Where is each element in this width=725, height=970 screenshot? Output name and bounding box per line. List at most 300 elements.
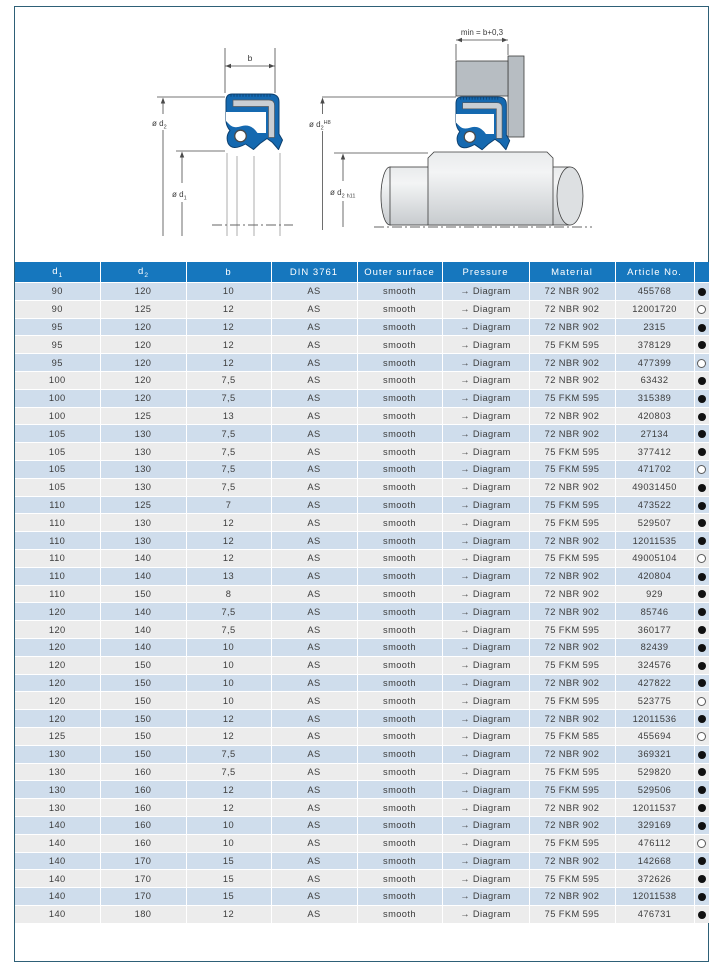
cell-din: AS [271, 763, 357, 781]
cell-availability [694, 496, 709, 514]
cell-pressure-diagram-link[interactable]: → Diagram [442, 656, 529, 674]
cell-material: 75 FKM 595 [529, 621, 615, 639]
cell-din: AS [271, 354, 357, 372]
cell-pressure-diagram-link[interactable]: → Diagram [442, 781, 529, 799]
cell-pressure-diagram-link[interactable]: → Diagram [442, 870, 529, 888]
table-row [15, 585, 709, 603]
cell-d1: 90 [15, 300, 100, 318]
cell-b: 7 [186, 496, 271, 514]
col-header-d1: $d_1$ [15, 262, 100, 283]
col-header-availability [694, 262, 709, 283]
dim-bore-label: ø $d_2^{H8}$ [309, 120, 331, 132]
cell-d1: 110 [15, 496, 100, 514]
cell-b: 10 [186, 816, 271, 834]
cell-material: 75 FKM 595 [529, 656, 615, 674]
cell-material: 75 FKM 595 [529, 549, 615, 567]
table-row [15, 710, 709, 728]
cell-outer-surface: smooth [357, 354, 442, 372]
cell-din: AS [271, 888, 357, 906]
cell-din: AS [271, 585, 357, 603]
cell-d1: 120 [15, 692, 100, 710]
cell-outer-surface: smooth [357, 283, 442, 301]
cell-availability [694, 834, 709, 852]
cell-material: 72 NBR 902 [529, 585, 615, 603]
cell-availability [694, 336, 709, 354]
cell-outer-surface: smooth [357, 460, 442, 478]
availability-dot [698, 573, 706, 581]
cell-article-no: 369321 [615, 745, 694, 763]
cell-d2: 130 [100, 478, 186, 496]
cell-d1: 105 [15, 425, 100, 443]
cell-article-no: 360177 [615, 621, 694, 639]
cell-material: 75 FKM 585 [529, 727, 615, 745]
cell-article-no: 85746 [615, 603, 694, 621]
cell-availability [694, 870, 709, 888]
cell-d2: 120 [100, 336, 186, 354]
cell-din: AS [271, 692, 357, 710]
cell-d1: 95 [15, 354, 100, 372]
availability-dot [697, 697, 706, 706]
cell-pressure-diagram-link[interactable]: → Diagram [442, 478, 529, 496]
cell-outer-surface: smooth [357, 425, 442, 443]
cell-availability [694, 532, 709, 550]
cell-material: 72 NBR 902 [529, 674, 615, 692]
seal-cross-section-diagram [152, 48, 293, 236]
cell-d2: 120 [100, 389, 186, 407]
cell-din: AS [271, 710, 357, 728]
col-header-article-no: Article No. [615, 262, 694, 283]
cell-article-no: 529820 [615, 763, 694, 781]
availability-dot [698, 430, 706, 438]
cell-availability [694, 888, 709, 906]
cell-article-no: 2315 [615, 318, 694, 336]
availability-dot [698, 822, 706, 830]
table-row [15, 674, 709, 692]
availability-dot [698, 679, 706, 687]
cell-availability [694, 781, 709, 799]
cell-din: AS [271, 567, 357, 585]
cell-b: 12 [186, 514, 271, 532]
table-header-row [15, 262, 709, 283]
cell-d2: 120 [100, 318, 186, 336]
cell-b: 7,5 [186, 371, 271, 389]
availability-dot [697, 465, 706, 474]
seal-dimension-table [15, 262, 709, 923]
cell-pressure-diagram-link[interactable]: → Diagram [442, 852, 529, 870]
cell-pressure-diagram-link[interactable]: → Diagram [442, 318, 529, 336]
cell-outer-surface: smooth [357, 478, 442, 496]
cell-d2: 150 [100, 692, 186, 710]
cell-d1: 120 [15, 621, 100, 639]
cell-outer-surface: smooth [357, 585, 442, 603]
cell-d1: 120 [15, 603, 100, 621]
cell-pressure-diagram-link[interactable]: → Diagram [442, 710, 529, 728]
availability-dot [697, 732, 706, 741]
cell-availability [694, 443, 709, 461]
availability-dot [698, 537, 706, 545]
cell-material: 75 FKM 595 [529, 460, 615, 478]
cell-d1: 110 [15, 549, 100, 567]
cell-availability [694, 638, 709, 656]
cell-pressure-diagram-link[interactable]: → Diagram [442, 443, 529, 461]
availability-dot [698, 662, 706, 670]
cell-din: AS [271, 781, 357, 799]
cell-d2: 130 [100, 532, 186, 550]
cell-availability [694, 852, 709, 870]
cell-din: AS [271, 603, 357, 621]
availability-dot [698, 519, 706, 527]
dim-d2-label: ø $d_2$ [152, 119, 167, 131]
availability-dot [698, 626, 706, 634]
cell-pressure-diagram-link[interactable]: → Diagram [442, 532, 529, 550]
cell-b: 7,5 [186, 478, 271, 496]
table-row [15, 549, 709, 567]
cell-pressure-diagram-link[interactable]: → Diagram [442, 460, 529, 478]
cell-d1: 140 [15, 834, 100, 852]
cell-material: 72 NBR 902 [529, 567, 615, 585]
cell-din: AS [271, 674, 357, 692]
cell-pressure-diagram-link[interactable]: → Diagram [442, 389, 529, 407]
cell-pressure-diagram-link[interactable]: → Diagram [442, 549, 529, 567]
cell-material: 72 NBR 902 [529, 799, 615, 817]
cell-availability [694, 478, 709, 496]
availability-dot [698, 448, 706, 456]
cell-din: AS [271, 638, 357, 656]
cell-din: AS [271, 532, 357, 550]
cell-b: 12 [186, 300, 271, 318]
shaft-seal-seat [428, 152, 553, 225]
dim-shaft-label: ø $d_2$ h11 [330, 188, 356, 200]
cell-pressure-diagram-link[interactable]: → Diagram [442, 888, 529, 906]
cell-din: AS [271, 300, 357, 318]
cell-d2: 130 [100, 425, 186, 443]
table-row [15, 514, 709, 532]
cell-d2: 120 [100, 283, 186, 301]
table-row [15, 656, 709, 674]
cell-pressure-diagram-link[interactable]: → Diagram [442, 905, 529, 922]
cell-outer-surface: smooth [357, 371, 442, 389]
cell-article-no: 473522 [615, 496, 694, 514]
table-row [15, 745, 709, 763]
table-row [15, 763, 709, 781]
cell-article-no: 529507 [615, 514, 694, 532]
cell-b: 13 [186, 407, 271, 425]
availability-dot [698, 804, 706, 812]
cell-din: AS [271, 407, 357, 425]
cell-b: 12 [186, 354, 271, 372]
cell-availability [694, 727, 709, 745]
cell-article-no: 142668 [615, 852, 694, 870]
cell-d1: 100 [15, 389, 100, 407]
cell-d2: 160 [100, 763, 186, 781]
cell-availability [694, 905, 709, 922]
dim-d1-label: ø $d_1$ [172, 190, 187, 202]
cell-d2: 150 [100, 710, 186, 728]
cell-pressure-diagram-link[interactable]: → Diagram [442, 336, 529, 354]
cell-material: 72 NBR 902 [529, 888, 615, 906]
cell-outer-surface: smooth [357, 638, 442, 656]
cell-d2: 160 [100, 816, 186, 834]
table-row [15, 336, 709, 354]
cell-d2: 170 [100, 888, 186, 906]
availability-dot [698, 875, 706, 883]
col-header-din: DIN 3761 [271, 262, 357, 283]
table-row [15, 888, 709, 906]
cell-pressure-diagram-link[interactable]: → Diagram [442, 834, 529, 852]
cell-d2: 140 [100, 549, 186, 567]
cell-pressure-diagram-link[interactable]: → Diagram [442, 674, 529, 692]
cell-pressure-diagram-link[interactable]: → Diagram [442, 567, 529, 585]
cell-din: AS [271, 514, 357, 532]
cell-d1: 95 [15, 318, 100, 336]
table-row [15, 603, 709, 621]
cell-article-no: 315389 [615, 389, 694, 407]
availability-dot [697, 359, 706, 368]
cell-d1: 100 [15, 371, 100, 389]
cell-d2: 150 [100, 585, 186, 603]
cell-din: AS [271, 852, 357, 870]
cell-din: AS [271, 870, 357, 888]
cell-article-no: 63432 [615, 371, 694, 389]
cell-d2: 170 [100, 852, 186, 870]
cell-availability [694, 585, 709, 603]
cell-b: 10 [186, 692, 271, 710]
cell-material: 72 NBR 902 [529, 478, 615, 496]
cell-d1: 110 [15, 514, 100, 532]
installation-diagram [309, 28, 592, 230]
cell-outer-surface: smooth [357, 407, 442, 425]
cell-material: 75 FKM 595 [529, 443, 615, 461]
table-row [15, 834, 709, 852]
availability-dot [698, 288, 706, 296]
availability-dot [698, 413, 706, 421]
cell-article-no: 929 [615, 585, 694, 603]
cell-din: AS [271, 549, 357, 567]
cell-material: 72 NBR 902 [529, 603, 615, 621]
cell-d1: 90 [15, 283, 100, 301]
cell-b: 10 [186, 674, 271, 692]
cell-pressure-diagram-link[interactable]: → Diagram [442, 496, 529, 514]
table-row [15, 283, 709, 301]
cell-din: AS [271, 745, 357, 763]
cell-article-no: 324576 [615, 656, 694, 674]
cell-availability [694, 567, 709, 585]
cell-availability [694, 710, 709, 728]
cell-d2: 125 [100, 300, 186, 318]
cell-d2: 120 [100, 371, 186, 389]
cell-d1: 120 [15, 656, 100, 674]
cell-outer-surface: smooth [357, 336, 442, 354]
table-row [15, 638, 709, 656]
cell-din: AS [271, 425, 357, 443]
cell-d1: 125 [15, 727, 100, 745]
cell-din: AS [271, 318, 357, 336]
cell-availability [694, 621, 709, 639]
cell-b: 12 [186, 727, 271, 745]
cell-article-no: 372626 [615, 870, 694, 888]
cell-d1: 130 [15, 745, 100, 763]
cell-material: 72 NBR 902 [529, 354, 615, 372]
cell-availability [694, 371, 709, 389]
cell-b: 7,5 [186, 389, 271, 407]
cell-availability [694, 283, 709, 301]
cell-b: 12 [186, 799, 271, 817]
cell-pressure-diagram-link[interactable]: → Diagram [442, 300, 529, 318]
cell-material: 72 NBR 902 [529, 425, 615, 443]
cell-material: 72 NBR 902 [529, 283, 615, 301]
cell-d1: 110 [15, 532, 100, 550]
cell-pressure-diagram-link[interactable]: → Diagram [442, 354, 529, 372]
cell-article-no: 12001720 [615, 300, 694, 318]
cell-pressure-diagram-link[interactable]: → Diagram [442, 621, 529, 639]
cell-availability [694, 407, 709, 425]
table-row [15, 389, 709, 407]
availability-dot [698, 893, 706, 901]
cell-din: AS [271, 834, 357, 852]
cell-pressure-diagram-link[interactable]: → Diagram [442, 585, 529, 603]
table-row [15, 727, 709, 745]
table-row [15, 852, 709, 870]
cell-pressure-diagram-link[interactable]: → Diagram [442, 407, 529, 425]
cell-article-no: 49005104 [615, 549, 694, 567]
cell-b: 12 [186, 549, 271, 567]
table-row [15, 799, 709, 817]
cell-article-no: 455694 [615, 727, 694, 745]
cell-availability [694, 425, 709, 443]
cell-material: 72 NBR 902 [529, 852, 615, 870]
cell-pressure-diagram-link[interactable]: → Diagram [442, 692, 529, 710]
cell-pressure-diagram-link[interactable]: → Diagram [442, 745, 529, 763]
cell-d1: 105 [15, 443, 100, 461]
availability-dot [698, 608, 706, 616]
cell-din: AS [271, 371, 357, 389]
cell-d2: 150 [100, 727, 186, 745]
cell-article-no: 49031450 [615, 478, 694, 496]
cell-outer-surface: smooth [357, 514, 442, 532]
cell-b: 12 [186, 905, 271, 922]
availability-dot [698, 341, 706, 349]
cell-pressure-diagram-link[interactable]: → Diagram [442, 514, 529, 532]
cell-d2: 140 [100, 621, 186, 639]
table-body [15, 283, 709, 923]
cell-article-no: 420803 [615, 407, 694, 425]
seal-installed [456, 97, 510, 150]
cell-availability [694, 816, 709, 834]
availability-dot [697, 305, 706, 314]
cell-din: AS [271, 389, 357, 407]
cell-d2: 125 [100, 407, 186, 425]
availability-dot [698, 502, 706, 510]
table-row [15, 567, 709, 585]
cell-article-no: 329169 [615, 816, 694, 834]
cell-article-no: 378129 [615, 336, 694, 354]
cell-availability [694, 354, 709, 372]
availability-dot [698, 324, 706, 332]
cell-outer-surface: smooth [357, 852, 442, 870]
cell-outer-surface: smooth [357, 603, 442, 621]
availability-dot [697, 554, 706, 563]
availability-dot [697, 839, 706, 848]
cell-outer-surface: smooth [357, 905, 442, 922]
cell-availability [694, 799, 709, 817]
cell-material: 75 FKM 595 [529, 834, 615, 852]
cell-d1: 120 [15, 638, 100, 656]
table-row [15, 443, 709, 461]
cell-pressure-diagram-link[interactable]: → Diagram [442, 727, 529, 745]
cell-din: AS [271, 656, 357, 674]
cell-b: 15 [186, 852, 271, 870]
cell-b: 7,5 [186, 603, 271, 621]
cell-pressure-diagram-link[interactable]: → Diagram [442, 283, 529, 301]
cell-availability [694, 514, 709, 532]
cell-d1: 140 [15, 852, 100, 870]
cell-availability [694, 300, 709, 318]
cell-din: AS [271, 283, 357, 301]
cell-d1: 140 [15, 816, 100, 834]
cell-d1: 140 [15, 870, 100, 888]
cell-pressure-diagram-link[interactable]: → Diagram [442, 603, 529, 621]
cell-din: AS [271, 727, 357, 745]
cell-outer-surface: smooth [357, 621, 442, 639]
cell-article-no: 476731 [615, 905, 694, 922]
cell-availability [694, 745, 709, 763]
cell-article-no: 476112 [615, 834, 694, 852]
seal-profile [226, 94, 283, 150]
cell-article-no: 477399 [615, 354, 694, 372]
cell-outer-surface: smooth [357, 318, 442, 336]
cell-article-no: 12011537 [615, 799, 694, 817]
cell-material: 75 FKM 595 [529, 336, 615, 354]
availability-dot [698, 644, 706, 652]
cell-availability [694, 389, 709, 407]
housing-column [508, 56, 524, 137]
cell-b: 12 [186, 710, 271, 728]
col-header-d2: $d_2$ [100, 262, 186, 283]
cell-pressure-diagram-link[interactable]: → Diagram [442, 638, 529, 656]
cell-pressure-diagram-link[interactable]: → Diagram [442, 371, 529, 389]
cell-pressure-diagram-link[interactable]: → Diagram [442, 816, 529, 834]
col-header-b: b [186, 262, 271, 283]
table-row [15, 407, 709, 425]
cell-availability [694, 460, 709, 478]
cell-pressure-diagram-link[interactable]: → Diagram [442, 763, 529, 781]
cell-material: 75 FKM 595 [529, 781, 615, 799]
col-header-outer-surface: Outer surface [357, 262, 442, 283]
cell-outer-surface: smooth [357, 532, 442, 550]
cell-d1: 110 [15, 567, 100, 585]
cell-outer-surface: smooth [357, 674, 442, 692]
table-row [15, 621, 709, 639]
cell-d2: 150 [100, 745, 186, 763]
cell-d2: 120 [100, 354, 186, 372]
cell-material: 72 NBR 902 [529, 371, 615, 389]
housing-block [456, 61, 508, 96]
cell-din: AS [271, 460, 357, 478]
cell-outer-surface: smooth [357, 763, 442, 781]
cell-outer-surface: smooth [357, 834, 442, 852]
cell-outer-surface: smooth [357, 799, 442, 817]
cell-pressure-diagram-link[interactable]: → Diagram [442, 799, 529, 817]
cell-pressure-diagram-link[interactable]: → Diagram [442, 425, 529, 443]
cell-article-no: 529506 [615, 781, 694, 799]
cell-b: 10 [186, 638, 271, 656]
cell-b: 7,5 [186, 621, 271, 639]
availability-dot [698, 590, 706, 598]
cell-availability [694, 549, 709, 567]
cell-outer-surface: smooth [357, 656, 442, 674]
cell-availability [694, 656, 709, 674]
table-row [15, 816, 709, 834]
